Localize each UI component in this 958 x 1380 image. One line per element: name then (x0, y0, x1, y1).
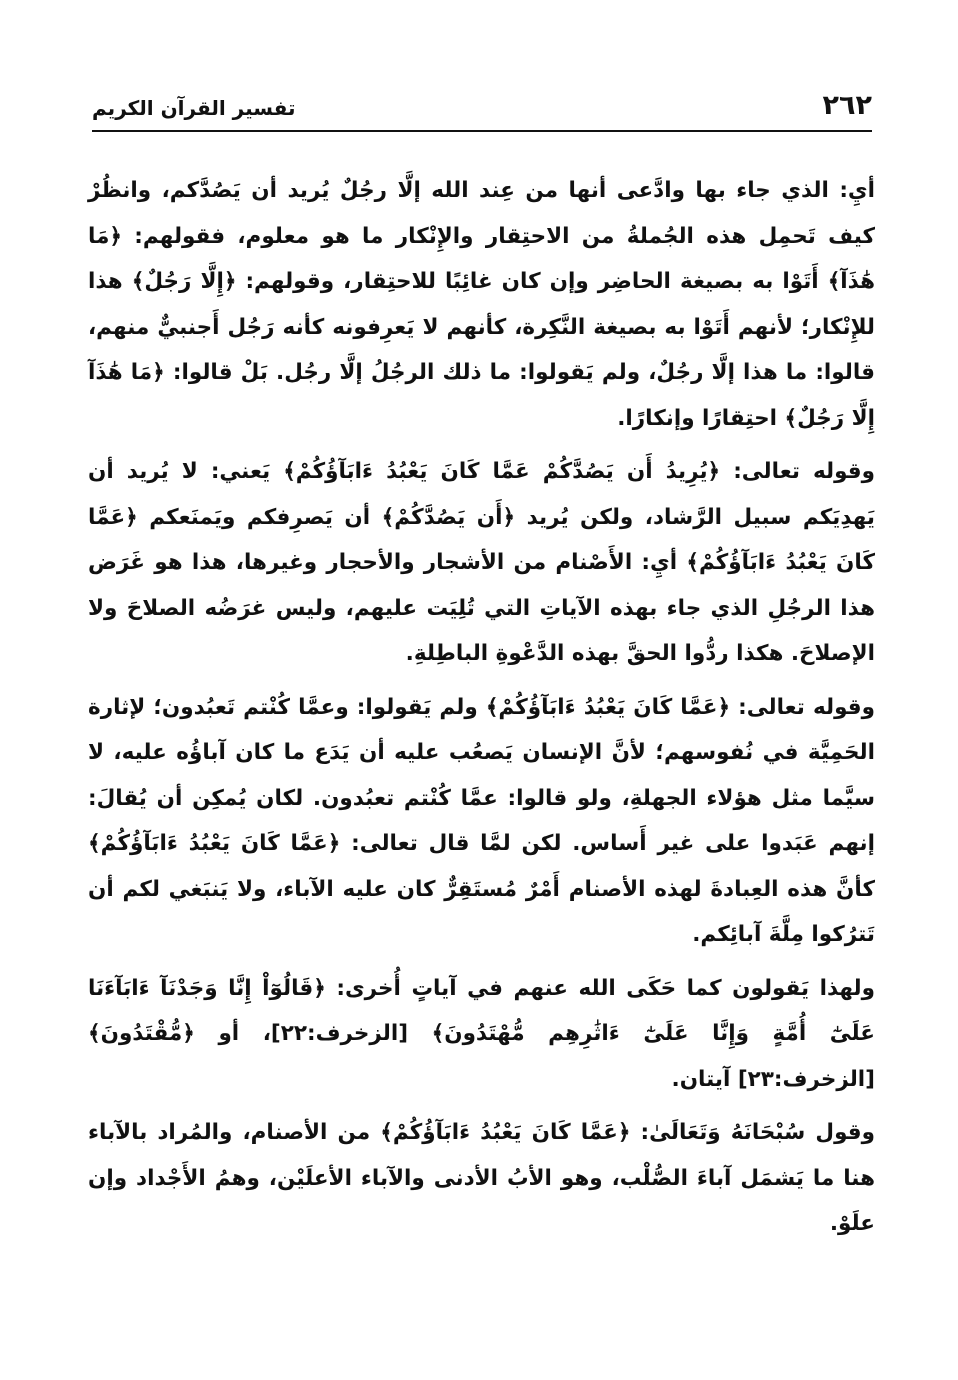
page-body (88, 168, 875, 1247)
page-header (92, 88, 872, 132)
book-title: تفسير القرآن الكريم (92, 96, 296, 120)
paragraph: وقول سُبْحَانَهُ وَتَعَالَىٰ: ﴿عَمَّا كَانَ يَعْبُدُ ءَابَآؤُكُمْ﴾ من الأصنام، والمُراد بالآباء هنا ما يَشمَل آباءَ الصُّلْب، وهو الأبُ الأدنى والآباء الأعلَيْن، وهمُ الأَجْداد وإن علَوْ. (88, 1120, 875, 1236)
paragraph: وقوله تعالى: ﴿يُرِيدُ أَن يَصُدَّكُمْ عَمَّا كَانَ يَعْبُدُ ءَابَآؤُكُمْ﴾ يَعني: لا يُريد أن يَهدِيَكم سبيل الرَّشاد، ولكن يُريد ﴿أَن يَصُدَّكُمْ﴾ أن يَصرِفكم ويَمنَعكم ﴿عَمَّا كَانَ يَعْبُدُ ءَابَآؤُكُمْ﴾ أيِ: الأَصْنام من الأشجار والأحجار وغيرها، هذا هو غَرَض هذا الرجُلِ الذي جاء بهذه الآياتِ التي تُلِيَت عليهم، وليس غرَضُه الصلاحَ ولا الإصلاحَ. هكذا ردُّوا الحقَّ بهذه الدَّعْوةِ الباطِلةِ. (88, 459, 875, 666)
paragraph: وقوله تعالى: ﴿عَمَّا كَانَ يَعْبُدُ ءَابَآؤُكُمْ﴾ ولم يَقولوا: وعمَّا كُنْتم تَعبُدون؛ لإثارة الحَمِيَّة في نُفوسهم؛ لأنَّ الإنسان يَصعُب عليه أن يَدَع ما كان آباؤُه عليه، لا سيَّما مثل هؤلاء الجهلةِ، ولو قالوا: عمَّا كُنْتم تعبُدون. لكان يُمكِن أن يُقالَ: إنهم عَبَدوا على غير أَساس. لكن لمَّا قال تعالى: ﴿عَمَّا كَانَ يَعْبُدُ ءَابَآؤُكُمْ﴾ كأنَّ هذه العِبادةَ لهذه الأصنام أَمْرٌ مُستَقِرٌّ كان عليه الآباء، ولا يَنبَغي لكم أن تَترُكوا مِلَّةَ آبائِكم. (88, 694, 875, 947)
paragraph: ولهذا يَقولون كما حَكَى الله عنهم في آياتٍ أُخرى: ﴿قَالُوٓاْ إِنَّا وَجَدْنَآ ءَابَآءَنَا عَلَىٰٓ أُمَّةٍ وَإِنَّا عَلَىٰٓ ءَاثَٰرِهِم مُّهْتَدُونَ﴾ [الزخرف:٢٢]، أو ﴿مُّقْتَدُونَ﴾ [الزخرف:٢٣] آيتان. (88, 975, 875, 1092)
page-number: ٢٦٢ (822, 90, 872, 121)
paragraph: أيِ: الذي جاء بها وادَّعى أنها من عِند الله إلَّا رجُلٌ يُريد أن يَصُدَّكم، وانظُرْ كيف تَحمِل هذه الجُملةُ من الاحتِقار والإِنْكار ما هو معلوم، فقولهم: ﴿مَا هَٰذَآ﴾ أَتَوْا به بصيغة الحاضِر وإن كان غائِبًا للاحتِقار، وقولهم: ﴿إِلَّا رَجُلٌ﴾ هذا للإِنْكار؛ لأنهم أَتَوْا به بصيغة النَّكِرة، كأنهم لا يَعرِفونه كأنه رَجُل أَجنبيٌّ منهم، قالوا: ما هذا إلَّا رجُلٌ، ولم يَقولوا: ما ذلك الرجُلُ إلَّا رجُل. بَلْ قالوا: ﴿مَا هَٰذَآ إِلَّا رَجُلٌ﴾ احتِقارًا وإنكارًا. (88, 178, 875, 431)
